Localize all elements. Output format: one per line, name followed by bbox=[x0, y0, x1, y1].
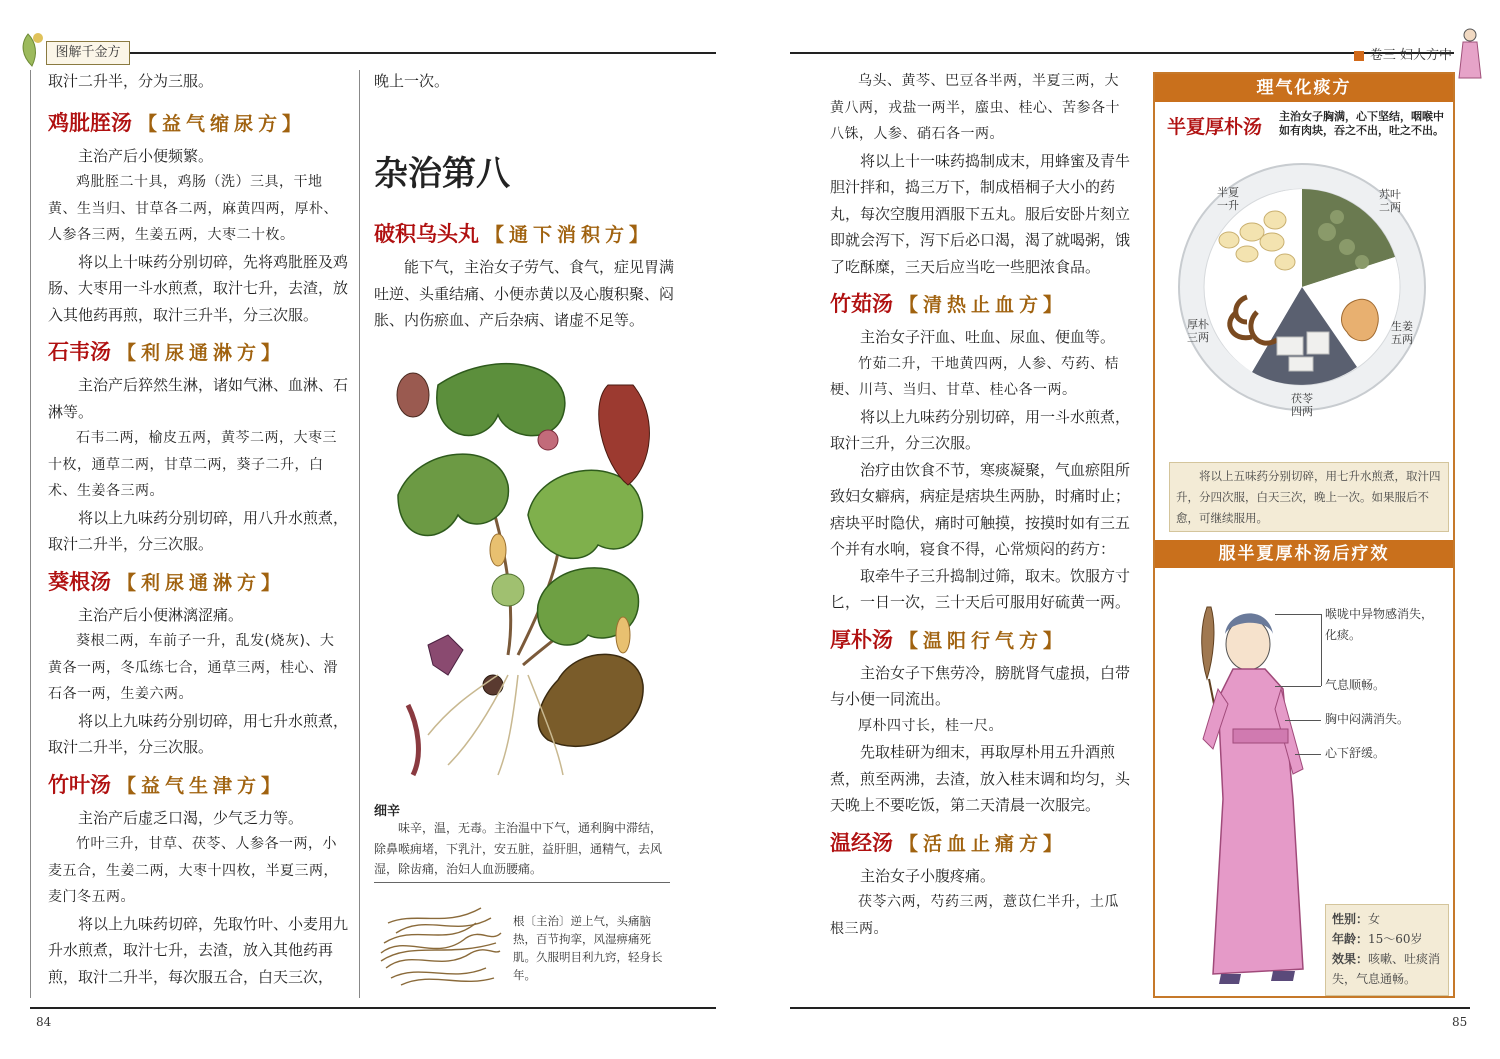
chapter-text: 卷三 妇人方中 bbox=[1369, 48, 1452, 63]
effect-label: 气息顺畅。 bbox=[1325, 678, 1386, 692]
recipe-method: 先取桂研为细末，再取厚朴用五升酒煎煮，煎至两沸，去渣，放入桂末调和均匀，头天晚上不要吃饭，第二天清晨一次服完。 bbox=[830, 743, 1131, 814]
recipe-indication: 能下气，主治女子劳气、食气，症见胃满吐逆、头重结痛、小便赤黄以及心腹积聚、闷胀、内伤瘀血、产后杂病、诸虚不足等。 bbox=[374, 258, 675, 329]
recipe-ingredients: 石韦二两，榆皮五两，黄芩二两，大枣三十枚，通草二两，甘草二两，葵子二升，白术、生姜各三两。 bbox=[48, 430, 337, 499]
recipe-indication: 主治产后虚乏口渴，少气乏力等。 bbox=[78, 808, 304, 827]
book-title-tab bbox=[46, 41, 130, 65]
recipe-indication: 主治产后小便频繁。 bbox=[78, 146, 214, 165]
column-divider-1 bbox=[359, 70, 360, 998]
recipe-indication: 主治女子小腹疼痛。 bbox=[860, 866, 996, 885]
effect-label: 心下舒缓。 bbox=[1325, 746, 1386, 760]
recipe-subtitle: 【清热止血方】 bbox=[899, 294, 1068, 316]
gender-value: 女 bbox=[1368, 912, 1381, 926]
recipe-subtitle: 【温阳行气方】 bbox=[899, 629, 1068, 652]
formula-description: 主治女子胸满，心下坚结，咽喉中如有肉块，吞之不出，吐之不出。 bbox=[1279, 110, 1444, 137]
recipe-name: 竹茹汤 bbox=[830, 291, 893, 316]
recipe-ingredients: 竹茹二升，干地黄四两，人参、芍药、桔梗、川芎、当归、甘草、桂心各一两。 bbox=[830, 355, 1119, 398]
recipe-heading bbox=[48, 769, 348, 801]
herb-name: 细辛 bbox=[374, 804, 401, 819]
callout-line bbox=[1275, 614, 1321, 615]
section-title: 杂治第八 bbox=[374, 154, 510, 194]
recipe-heading bbox=[374, 218, 674, 250]
effect-row bbox=[1332, 949, 1442, 989]
method-box bbox=[1169, 462, 1449, 532]
footer-rule-right bbox=[790, 1007, 1470, 1009]
herb-divider bbox=[374, 882, 670, 883]
recipe-subtitle: 【通下消积方】 bbox=[485, 224, 654, 246]
gender-key: 性别： bbox=[1332, 912, 1369, 926]
corner-ornament-left bbox=[16, 28, 48, 68]
recipe-name: 葵根汤 bbox=[48, 568, 111, 594]
age-key: 年龄： bbox=[1332, 932, 1369, 946]
col1-intro: 取汁二升半，分为三服。 bbox=[48, 72, 214, 90]
recipe-name: 竹叶汤 bbox=[48, 771, 111, 797]
sidebar-panel bbox=[1153, 72, 1455, 998]
recipe-subtitle: 【利尿通淋方】 bbox=[117, 571, 286, 594]
formula-name: 半夏厚朴汤 bbox=[1167, 116, 1263, 138]
callout-line bbox=[1275, 686, 1321, 687]
callout-line bbox=[1321, 614, 1322, 686]
recipe-heading bbox=[48, 566, 348, 598]
woman-figure bbox=[1193, 589, 1323, 989]
recipe-subtitle: 【益气缩尿方】 bbox=[138, 112, 307, 135]
column-divider-2 bbox=[30, 70, 31, 998]
effect-value: 咳嗽、吐痰消失，气息通畅。 bbox=[1332, 952, 1441, 986]
recipe-ingredients: 鸡肶胵二十具，鸡肠（洗）三具，干地黄、生当归、甘草各二两，麻黄四两，厚朴、人参各三两，生姜五两，大枣二十枚。 bbox=[48, 174, 338, 243]
label-fuling: 茯苓 四两 bbox=[1291, 392, 1313, 418]
label-houpu: 厚朴 三两 bbox=[1187, 318, 1209, 344]
footer-rule-left bbox=[30, 1007, 716, 1009]
method-text: 将以上五味药分别切碎，用七升水煎煮，取汁四升，分四次服，白天三次，晚上一次。如果服后不愈，可继续服用。 bbox=[1176, 469, 1441, 525]
recipe-heading bbox=[830, 827, 1130, 859]
effect-key: 效果： bbox=[1332, 952, 1369, 966]
recipe-ingredients: 厚朴四寸长，桂一尺。 bbox=[858, 717, 1003, 734]
recipe-indication: 主治产后猝然生淋，诸如气淋、血淋、石淋等。 bbox=[48, 376, 349, 421]
age-value: 15～60岁 bbox=[1368, 932, 1423, 946]
panel-band-bottom: 服半夏厚朴汤后疗效 bbox=[1155, 540, 1453, 568]
recipe-heading bbox=[830, 288, 1130, 320]
recipe-subtitle: 【益气生津方】 bbox=[117, 774, 286, 797]
column-2 bbox=[374, 68, 674, 95]
column-2-body bbox=[374, 210, 674, 334]
callout-line bbox=[1295, 754, 1321, 755]
recipe-ingredients: 乌头、黄芩、巴豆各半两，半夏三两，大黄八两，戎盐一两半，䗪虫、桂心、苦参各十八铢，人参、硝石各一两。 bbox=[830, 73, 1120, 142]
recipe-name: 鸡肶胵汤 bbox=[48, 109, 132, 135]
patient-info-box bbox=[1325, 904, 1449, 996]
recipe-heading bbox=[48, 107, 348, 139]
recipe-subtitle: 【活血止痛方】 bbox=[899, 832, 1068, 855]
effect-label: 胸中闷满消失。 bbox=[1325, 712, 1410, 726]
herb-description: 味辛，温，无毒。主治温中下气，通利胸中滞结，除鼻喉痈堵，下乳汁，安五脏，益肝胆，通精气，去风湿，除齿痛，治妇人血沥腰痛。 bbox=[374, 821, 663, 876]
callout-line bbox=[1285, 720, 1321, 721]
column-1 bbox=[48, 68, 348, 990]
label-suye: 苏叶 二两 bbox=[1379, 188, 1401, 214]
recipe-ingredients: 茯苓六两，芍药三两，薏苡仁半升，土瓜根三两。 bbox=[830, 894, 1119, 937]
recipe-indication: 主治产后小便淋漓涩痛。 bbox=[78, 605, 244, 624]
page-number-right: 85 bbox=[1452, 1015, 1468, 1029]
corner-figure-right bbox=[1455, 26, 1485, 80]
recipe-subtitle: 【利尿通淋方】 bbox=[117, 342, 286, 364]
label-banxia: 半夏 一升 bbox=[1217, 186, 1239, 212]
effect-label: 喉咙中异物感消失，化痰。 bbox=[1325, 607, 1434, 642]
col2-intro: 晚上一次。 bbox=[374, 72, 450, 90]
chapter-square-icon bbox=[1354, 51, 1364, 61]
recipe-method: 将以上十一味药捣制成末，用蜂蜜及青牛胆汁拌和，捣三万下，制成梧桐子大小的药丸，每次空腹用酒服下五丸。服后安卧片刻立即就会泻下，泻下后必口渴，渴了就喝粥，饿了吃酥糜，三天后应当吃一些肥浓食品。 bbox=[830, 151, 1131, 276]
label-shengjiang: 生姜 五两 bbox=[1391, 320, 1413, 346]
recipe-method: 将以上九味药分别切碎，用八升水煎煮，取汁二升半，分三次服。 bbox=[48, 508, 349, 553]
recipe-indication: 主治女子汗血、吐血、尿血、便血等。 bbox=[860, 328, 1116, 346]
recipe-method: 将以上九味药分别切碎，用七升水煎煮，取汁二升半，分三次服。 bbox=[48, 711, 349, 756]
recipe-heading bbox=[48, 336, 348, 368]
age-row bbox=[1332, 929, 1442, 949]
header-rule-left bbox=[46, 52, 716, 54]
panel-band-top: 理气化痰方 bbox=[1155, 74, 1453, 102]
herb-root-note: 根〔主治〕逆上气，头痛脑热，百节拘挛，风湿痹痛死肌。久服明目利九窍，轻身长年。 bbox=[513, 914, 663, 982]
recipe-note: 取牵牛子三升捣制过筛，取末。饮服方寸匕，一日一次，三十天后可服用好硫黄一两。 bbox=[830, 566, 1131, 611]
recipe-note: 治疗由饮食不节，寒痰凝聚，气血瘀阻所致妇女癖病，病症是痞块生两胁，时痛时止；痞块平时隐伏，痛时可触摸，按摸时如有三五个并有水响，寝食不得，心常烦闷的药方： bbox=[830, 460, 1131, 558]
book-title: 图解千金方 bbox=[55, 45, 121, 60]
recipe-method: 将以上九味药分别切碎，用一斗水煎煮，取汁三升，分三次服。 bbox=[830, 407, 1131, 452]
recipe-name: 石韦汤 bbox=[48, 339, 111, 364]
recipe-name: 破积乌头丸 bbox=[374, 221, 479, 246]
recipe-method: 将以上十味药分别切碎，先将鸡肶胵及鸡肠、大枣用一斗水煎煮，取汁七升，去渣，放入其他药再煎，取汁三升半，分三次服。 bbox=[48, 252, 349, 324]
recipe-heading bbox=[830, 624, 1130, 656]
asarum-root-photo bbox=[376, 893, 504, 993]
column-3 bbox=[830, 68, 1130, 942]
asarum-illustration bbox=[388, 345, 688, 785]
recipe-ingredients: 竹叶三升，甘草、茯苓、人参各一两，小麦五合，生姜二两，大枣十四枚，半夏三两，麦门冬五两。 bbox=[48, 836, 338, 905]
recipe-name: 厚朴汤 bbox=[830, 626, 893, 652]
recipe-indication: 主治女子下焦劳冷，膀胱肾气虚损，白带与小便一同流出。 bbox=[830, 663, 1131, 708]
chapter-label bbox=[1354, 44, 1452, 63]
recipe-ingredients: 葵根二两，车前子一升，乱发(烧灰)、大黄各一两，冬瓜练七合，通草三两，桂心、滑石各一两，生姜六两。 bbox=[48, 633, 338, 702]
page-number-left: 84 bbox=[36, 1015, 52, 1029]
gender-row bbox=[1332, 909, 1442, 929]
recipe-method: 将以上九味药切碎，先取竹叶、小麦用九升水煎煮，取汁七升，去渣，放入其他药再煎，取汁二升半，每次服五合，白天三次， bbox=[48, 914, 349, 986]
recipe-name: 温经汤 bbox=[830, 829, 893, 855]
